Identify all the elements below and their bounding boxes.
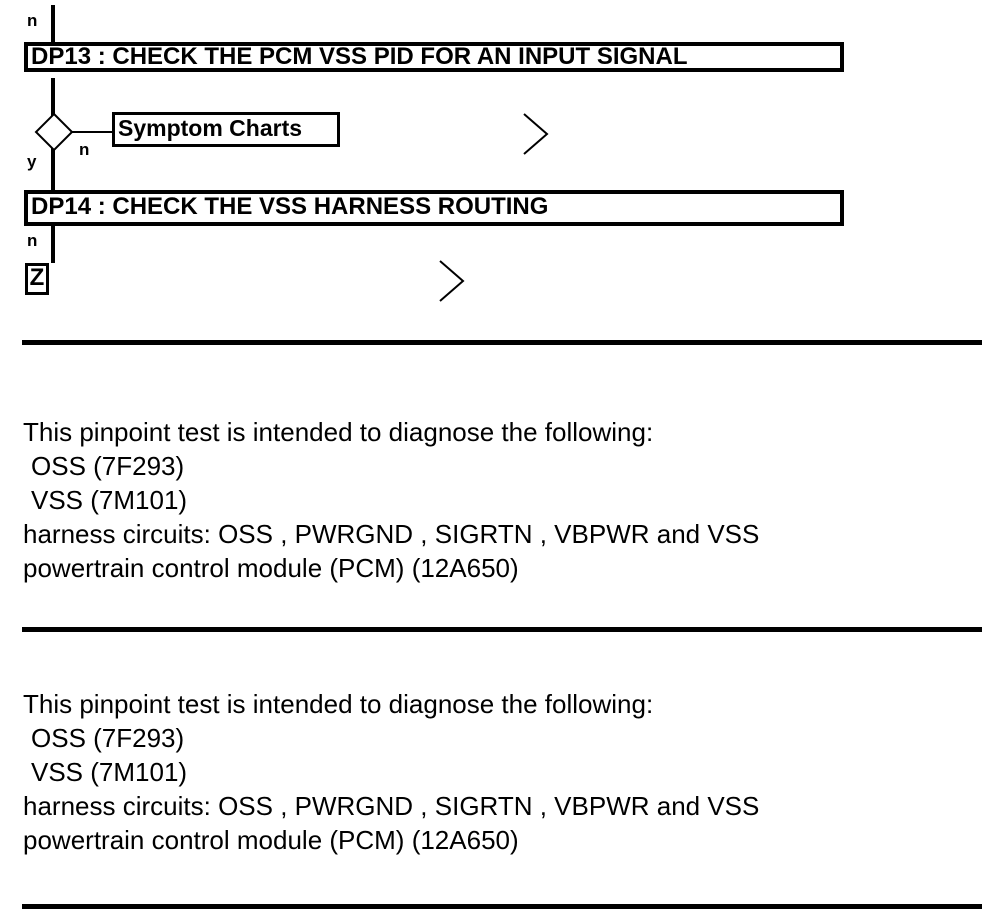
description-oss: OSS (7F293) [31, 451, 185, 481]
description-intro: This pinpoint test is intended to diagnose the following: [23, 417, 654, 447]
section-divider [22, 627, 982, 632]
chevron-right-icon[interactable] [436, 259, 466, 303]
z-box[interactable]: Z [25, 263, 49, 295]
dp13-box[interactable]: DP13 : CHECK THE PCM VSS PID FOR AN INPUT SIGNAL [24, 42, 844, 72]
description-harness: harness circuits: OSS , PWRGND , SIGRTN , VBPWR and VSS [23, 791, 760, 821]
description-intro: This pinpoint test is intended to diagnose the following: [23, 689, 654, 719]
decision-no-label: n [79, 140, 90, 159]
description-harness: harness circuits: OSS , PWRGND , SIGRTN , VBPWR and VSS [23, 519, 760, 549]
description-block [23, 415, 759, 585]
section-divider [22, 340, 982, 345]
description-pcm: powertrain control module (PCM) (12A650) [23, 825, 519, 855]
connector-line-from-decision [51, 148, 55, 190]
connector-line-top [51, 5, 55, 42]
dp14-no-label: n [27, 231, 38, 250]
dp14-box[interactable]: DP14 : CHECK THE VSS HARNESS ROUTING [24, 190, 844, 226]
description-vss: VSS (7M101) [31, 485, 188, 515]
connector-line-to-z [51, 226, 55, 263]
description-block [23, 687, 759, 857]
decision-yes-label: y [27, 152, 37, 171]
symptom-charts-button[interactable]: Symptom Charts [112, 112, 340, 147]
section-divider [22, 904, 982, 909]
decision-no-connector [72, 131, 113, 133]
description-vss: VSS (7M101) [31, 757, 188, 787]
top-branch-label: n [27, 11, 38, 30]
decision-diamond[interactable] [33, 111, 75, 153]
chevron-right-icon[interactable] [520, 112, 550, 156]
description-oss: OSS (7F293) [31, 723, 185, 753]
description-pcm: powertrain control module (PCM) (12A650) [23, 553, 519, 583]
